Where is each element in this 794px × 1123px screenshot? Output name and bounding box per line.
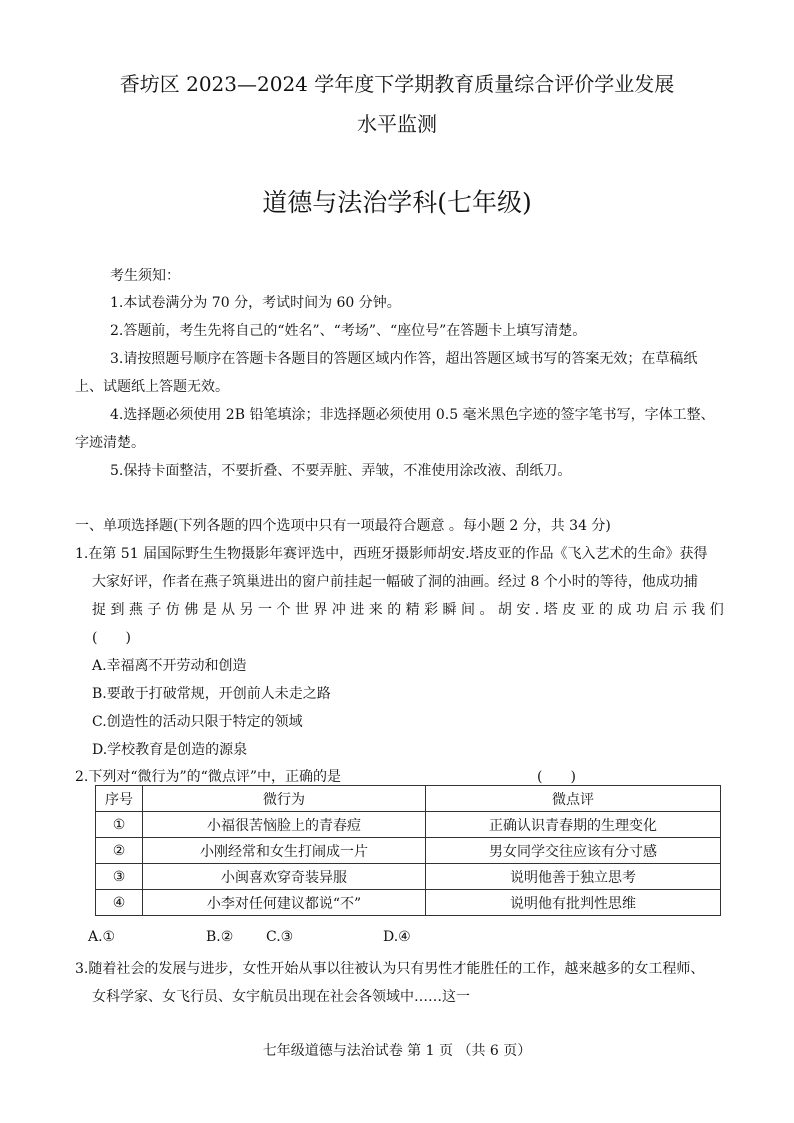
col-header-comment: 微点评 <box>426 786 721 812</box>
q1-option-d: D.学校教育是创造的源泉 <box>92 742 248 758</box>
q1-option-b: B.要敢于打破常规，开创前人未走之路 <box>92 686 331 702</box>
row-behavior: 小福很苦恼脸上的青春痘 <box>143 812 426 838</box>
table-row <box>96 890 721 916</box>
q1-answer-bracket: ( ) <box>92 630 131 646</box>
notice-item-cont: 字迹清楚。 <box>75 435 145 451</box>
col-header-behavior: 微行为 <box>143 786 426 812</box>
section-heading: 一、单项选择题(下列各题的四个选项中只有一项最符合题意 。每小题 2 分，共 34 分) <box>75 518 611 534</box>
q2-table <box>95 785 721 916</box>
q1-option-c: C.创造性的活动只限于特定的领域 <box>92 714 303 730</box>
row-index: ① <box>96 812 143 838</box>
row-index: ② <box>96 838 143 864</box>
row-index: ④ <box>96 890 143 916</box>
q3-stem-line: 女科学家、女飞行员、女宇航员出现在社会各领域中……这一 <box>92 989 470 1005</box>
notice-item: 1.本试卷满分为 70 分，考试时间为 60 分钟。 <box>110 295 401 311</box>
q1-stem-line: 1.在第 51 届国际野生生物摄影年赛评选中，西班牙摄影师胡安.塔皮亚的作品《飞入艺术的生命》获得 <box>75 546 708 562</box>
q1-stem-line: 捉 到 燕 子 仿 佛 是 从 另 一 个 世 界 冲 进 来 的 精 彩 瞬 间 。 胡 安 . 塔 皮 亚 的 成 功 启 示 我 们 <box>92 602 724 618</box>
q1-stem-line: 大家好评，作者在燕子筑巢进出的窗户前挂起一幅破了洞的油画。经过 8 个小时的等待，他成功捕 <box>92 574 698 590</box>
row-index: ③ <box>96 864 143 890</box>
notice-item-cont: 上、试题纸上答题无效。 <box>75 379 229 395</box>
q3-stem-line: 3.随着社会的发展与进步，女性开始从事以往被认为只有男性才能胜任的工作，越来越多的女工程师、 <box>75 961 705 977</box>
q2-option-d: D.④ <box>383 929 411 945</box>
notice-item: 2.答题前，考生先将自己的“姓名”、“考场”、“座位号”在答题卡上填写清楚。 <box>110 323 587 339</box>
row-comment: 说明他有批判性思维 <box>426 890 721 916</box>
q2-option-b: B.② <box>206 929 234 945</box>
table-row <box>96 864 721 890</box>
table-row <box>96 812 721 838</box>
notice-item: 3.请按照题号顺序在答题卡各题目的答题区域内作答，超出答题区域书写的答案无效；在草稿纸 <box>110 351 698 367</box>
exam-title-line2: 水平监测 <box>357 112 437 136</box>
table-row <box>96 838 721 864</box>
q2-option-c: C.③ <box>266 929 294 945</box>
row-comment: 说明他善于独立思考 <box>426 864 721 890</box>
notice-item: 4.选择题必须使用 2B 铅笔填涂；非选择题必须使用 0.5 毫米黑色字迹的签字笔书写，字体工整、 <box>110 407 715 423</box>
q2-answer-bracket: ( ) <box>537 769 576 785</box>
table-header-row <box>96 786 721 812</box>
q2-stem: 2.下列对“微行为”的“微点评”中，正确的是 <box>75 769 341 785</box>
notice-heading: 考生须知： <box>110 268 180 284</box>
row-behavior: 小李对任何建议都说“不” <box>143 890 426 916</box>
notice-item: 5.保持卡面整洁，不要折叠、不要弄脏、弄皱，不准使用涂改液、刮纸刀。 <box>110 463 572 479</box>
page-footer: 七年级道德与法治试卷 第 1 页 （共 6 页） <box>262 1043 532 1059</box>
row-comment: 男女同学交往应该有分寸感 <box>426 838 721 864</box>
subject-title: 道德与法治学科(七年级) <box>262 188 532 217</box>
row-comment: 正确认识青春期的生理变化 <box>426 812 721 838</box>
col-header-index: 序号 <box>96 786 143 812</box>
row-behavior: 小闽喜欢穿奇装异服 <box>143 864 426 890</box>
exam-title-line1: 香坊区 2023—2024 学年度下学期教育质量综合评价学业发展 <box>119 72 675 96</box>
q2-option-a: A.① <box>88 929 116 945</box>
row-behavior: 小刚经常和女生打闹成一片 <box>143 838 426 864</box>
q1-option-a: A.幸福离不开劳动和创造 <box>92 658 247 674</box>
